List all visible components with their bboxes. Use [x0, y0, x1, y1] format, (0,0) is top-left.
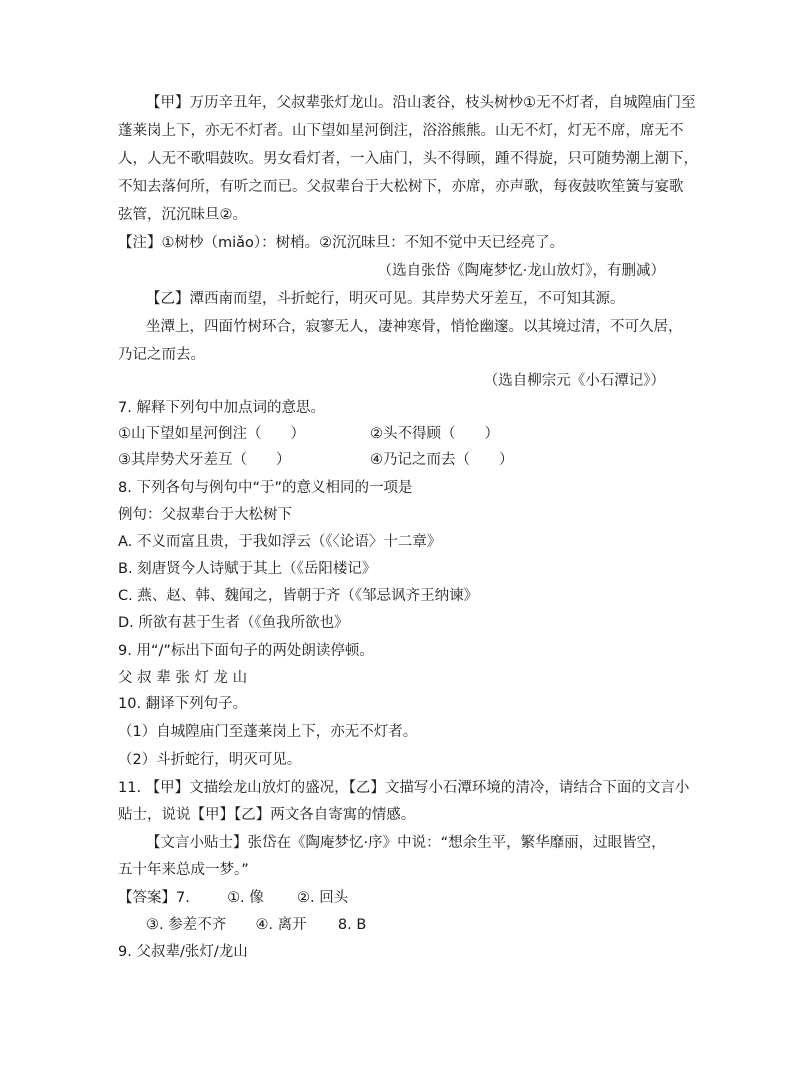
jia-line-5: 弦管，沉沉昧旦②。: [118, 207, 247, 223]
q8-option-b: B. 刻唐贤今人诗赋于其上（《岳阳楼记》: [118, 561, 377, 577]
answer-7-4: ④. 离开: [255, 917, 307, 933]
answer-row-1: [118, 888, 348, 908]
jia-line-1: 【甲】万历辛丑年，父叔辈张灯龙山。沿山袤谷，枝头树杪①无不灯者，自城隍庙门至: [146, 95, 696, 111]
yi-source: （选自柳宗元《小石潭记》）: [483, 373, 665, 389]
answer-8: 8. B: [337, 917, 367, 933]
q11-tip-line-2: 五十年来总成一梦。”: [118, 862, 249, 878]
answer-row-2: [146, 915, 366, 935]
jia-line-4: 不知去落何所，有听之而已。父叔辈台于大松树下，亦席，亦声歌，每夜鼓吹笙簧与宴歌: [118, 179, 684, 195]
jia-line-3: 人，人无不歌唱鼓吹。男女看灯者，一入庙门，头不得顾，踵不得旋，只可随势潮上潮下，: [118, 151, 698, 167]
q7-stem: 7. 解释下列句中加点词的意思。: [118, 400, 325, 416]
q8-stem: 8. 下列各句与例句中“于”的意义相同的一项是: [118, 480, 413, 496]
answer-9: 9. 父叔辈/张灯/龙山: [118, 944, 248, 960]
q7-item-4: ④乃记之而去（ ）: [370, 452, 514, 468]
q8-option-d: D. 所欲有甚于生者（《鱼我所欲也》: [118, 615, 349, 631]
jia-note: 【注】①树杪（miǎo）：树梢。②沉沉昧旦：不知不觉中天已经亮了。: [118, 235, 565, 251]
yi-line-1: 【乙】潭西南而望，斗折蛇行，明灭可见。其岸势犬牙差互，不可知其源。: [146, 291, 625, 307]
jia-source: （选自张岱《陶庵梦忆·龙山放灯》，有删减）: [377, 263, 665, 279]
q7-item-1: ①山下望如星河倒注（ ）: [118, 426, 305, 442]
q11-line-1: 11. 【甲】文描绘龙山放灯的盛况，【乙】文描写小石潭环境的清冷，请结合下面的文言小: [118, 780, 690, 796]
answer-7-2: ②. 回头: [297, 890, 349, 906]
answer-7-3: ③. 参差不齐: [146, 917, 227, 933]
q10-item-2: （2）斗折蛇行，明灭可见。: [118, 752, 302, 768]
q8-option-a: A. 不义而富且贵，于我如浮云（《〈论语〉十二章》: [118, 534, 442, 550]
q10-item-1: （1）自城隍庙门至蓬莱岗上下，亦无不灯者。: [118, 724, 418, 740]
answer-label: 【答案】7.: [118, 890, 190, 906]
answer-7-1: ①. 像: [227, 890, 264, 906]
yi-line-2: 坐潭上，四面竹树环合，寂寥无人，凄神寒骨，悄怆幽邃。以其境过清，不可久居，: [146, 319, 683, 335]
q11-line-2: 贴士，说说【甲】【乙】两文各自寄寓的情感。: [118, 807, 416, 823]
q11-tip-line-1: 【文言小贴士】张岱在《陶庵梦忆·序》中说：“想余生平，繁华靡丽，过眼皆空，: [146, 835, 666, 851]
q8-example: 例句：父叔辈台于大松树下: [118, 507, 292, 523]
q9-sentence: 父 叔 辈 张 灯 龙 山: [118, 670, 248, 686]
q9-stem: 9. 用“/”标出下面句子的两处朗读停顿。: [118, 643, 374, 659]
q10-stem: 10. 翻译下列句子。: [118, 696, 248, 712]
jia-line-2: 蓬莱岗上下，亦无不灯者。山下望如星河倒注，浴浴熊熊。山无不灯，灯无不席，席无不: [118, 123, 684, 139]
q7-item-2: ②头不得顾（ ）: [370, 426, 499, 442]
yi-line-3: 乃记之而去。: [118, 347, 205, 363]
q8-option-c: C. 燕、赵、韩、魏闻之，皆朝于齐（《邹忌讽齐王纳谏》: [118, 588, 479, 604]
q7-item-3: ③其岸势犬牙差互（ ）: [118, 452, 291, 468]
